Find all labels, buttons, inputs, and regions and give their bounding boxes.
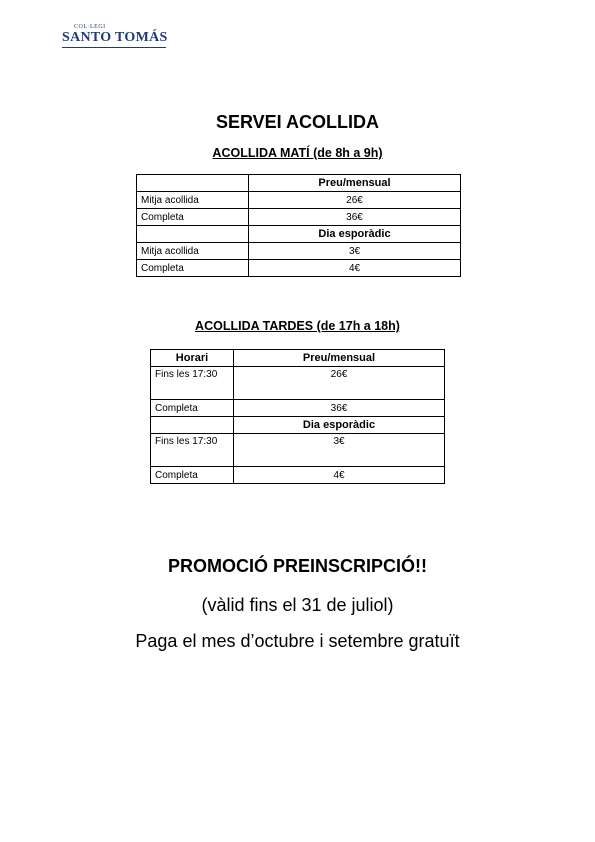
table-row — [137, 260, 461, 277]
table-row — [151, 400, 445, 417]
row-label: Mitja acollida — [137, 243, 249, 260]
table-row — [151, 417, 445, 434]
header-label-cell: Horari — [151, 350, 234, 367]
table-row — [137, 209, 461, 226]
row-label: Completa — [151, 467, 234, 484]
row-label: Fins les 17:30 — [151, 367, 234, 400]
table-row — [151, 467, 445, 484]
logo-underline — [62, 47, 166, 48]
row-price: 4€ — [249, 260, 461, 277]
row-price: 36€ — [234, 400, 445, 417]
row-price: 4€ — [234, 467, 445, 484]
row-price: 3€ — [234, 434, 445, 467]
afternoon-heading: ACOLLIDA TARDES (de 17h a 18h) — [195, 319, 400, 333]
row-price: 26€ — [234, 367, 445, 400]
table-row — [151, 434, 445, 467]
page-title: SERVEI ACOLLIDA — [215, 112, 380, 132]
table-row — [137, 243, 461, 260]
daily-header-cell: Dia esporàdic — [249, 226, 461, 243]
row-label: Mitja acollida — [137, 192, 249, 209]
table-row — [137, 226, 461, 243]
row-price: 36€ — [249, 209, 461, 226]
row-label: Fins les 17:30 — [151, 434, 234, 467]
table-row — [151, 350, 445, 367]
morning-heading: ACOLLIDA MATÍ (de 8h a 9h) — [212, 146, 383, 160]
monthly-header-cell: Preu/mensual — [249, 175, 461, 192]
promo-validity: (vàlid fins el 31 de juliol) — [201, 595, 394, 615]
promo-offer: Paga el mes d’octubre i setembre gratuït — [135, 631, 460, 651]
empty-cell — [151, 417, 234, 434]
table-row — [137, 192, 461, 209]
empty-cell — [137, 226, 249, 243]
logo-top-text: COL·LEGI — [74, 24, 106, 30]
table-row — [137, 175, 461, 192]
daily-header-cell: Dia esporàdic — [234, 417, 445, 434]
row-label: Completa — [137, 209, 249, 226]
logo-name: SANTO TOMÁS — [62, 30, 168, 45]
row-label: Completa — [151, 400, 234, 417]
header-label-cell — [137, 175, 249, 192]
row-label: Completa — [137, 260, 249, 277]
afternoon-price-table — [150, 349, 445, 484]
morning-price-table — [136, 174, 461, 277]
monthly-header-cell: Preu/mensual — [234, 350, 445, 367]
table-row — [151, 367, 445, 400]
school-logo — [62, 24, 172, 50]
row-price: 26€ — [249, 192, 461, 209]
promo-headline: PROMOCIÓ PREINSCRIPCIÓ!! — [167, 556, 427, 576]
row-price: 3€ — [249, 243, 461, 260]
